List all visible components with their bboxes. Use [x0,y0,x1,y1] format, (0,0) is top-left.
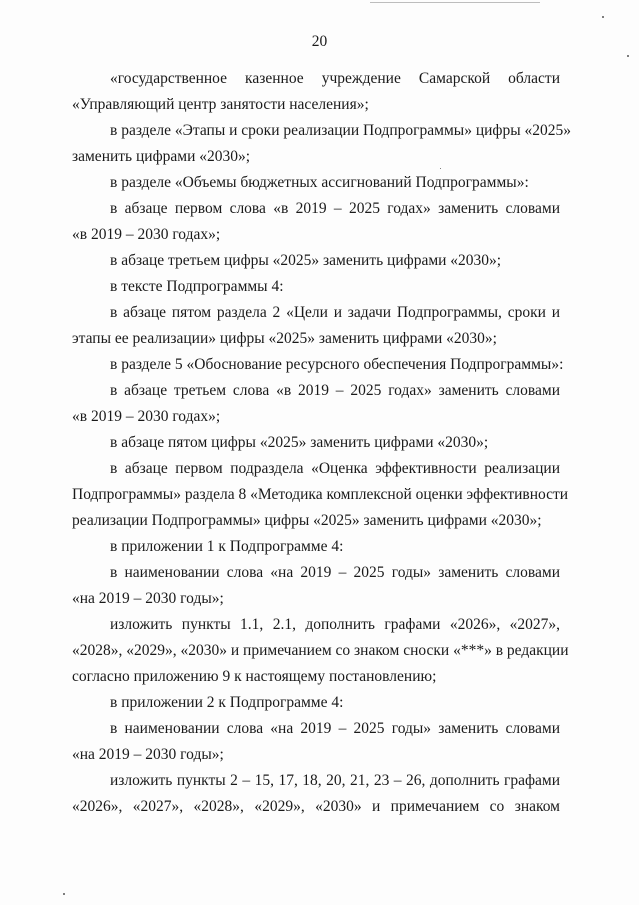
scan-speck [602,16,604,18]
text-line: изложить пункты 2 – 15, 17, 18, 20, 21, 23 – 26, дополнить графами [110,772,560,789]
text-line: «в 2019 – 2030 годах»; [72,226,221,243]
text-line: в наименовании слова «на 2019 – 2025 годы» заменить словами [110,720,560,737]
text-line: этапы ее реализации» цифры «2025» заменить цифрами «2030»; [72,330,497,347]
text-line: в абзаце третьем слова «в 2019 – 2025 годах» заменить словами [110,382,560,399]
text-line: в приложении 2 к Подпрограмме 4: [110,694,344,711]
text-line: в абзаце первом подраздела «Оценка эффективности реализации [110,460,560,477]
scan-speck [63,893,65,895]
text-line: в абзаце первом слова «в 2019 – 2025 годах» заменить словами [110,200,560,217]
text-line: в приложении 1 к Подпрограмме 4: [110,538,344,555]
text-line: в абзаце третьем цифры «2025» заменить цифрами «2030»; [110,252,502,269]
text-line: «Управляющий центр занятости населения»; [72,96,369,113]
text-line: «на 2019 – 2030 годы»; [72,746,224,763]
text-line: в наименовании слова «на 2019 – 2025 годы» заменить словами [110,564,560,581]
text-line: согласно приложению 9 к настоящему постановлению; [72,668,437,685]
text-line: в абзаце пятом цифры «2025» заменить цифрами «2030»; [110,434,489,451]
text-line: реализации Подпрограммы» цифры «2025» заменить цифрами «2030»; [72,512,542,529]
top-edge-line [370,2,540,3]
page-number: 20 [311,33,328,50]
text-line: Подпрограммы» раздела 8 «Методика комплексной оценки эффективности [72,486,569,503]
text-line: «государственное казенное учреждение Самарской области [110,70,560,87]
scan-speck [440,168,441,169]
text-line: заменить цифрами «2030»; [72,148,251,165]
text-line: «2028», «2029», «2030» и примечанием со знаком сноски «***» в редакции [72,642,569,659]
text-line: «2026», «2027», «2028», «2029», «2030» и примечанием со знаком [72,798,560,815]
text-line: «в 2019 – 2030 годах»; [72,408,221,425]
text-line: «на 2019 – 2030 годы»; [72,590,224,607]
text-line: в абзаце пятом раздела 2 «Цели и задачи Подпрограммы, сроки и [110,304,560,321]
text-line: в разделе «Объемы бюджетных ассигнований Подпрограммы»: [110,174,529,191]
scan-speck [627,55,629,57]
text-line: изложить пункты 1.1, 2.1, дополнить графами «2026», «2027», [110,616,560,633]
text-line: в тексте Подпрограммы 4: [110,278,284,295]
text-line: в разделе 5 «Обоснование ресурсного обеспечения Подпрограммы»: [110,356,564,373]
text-line: в разделе «Этапы и сроки реализации Подпрограммы» цифры «2025» [110,122,571,139]
